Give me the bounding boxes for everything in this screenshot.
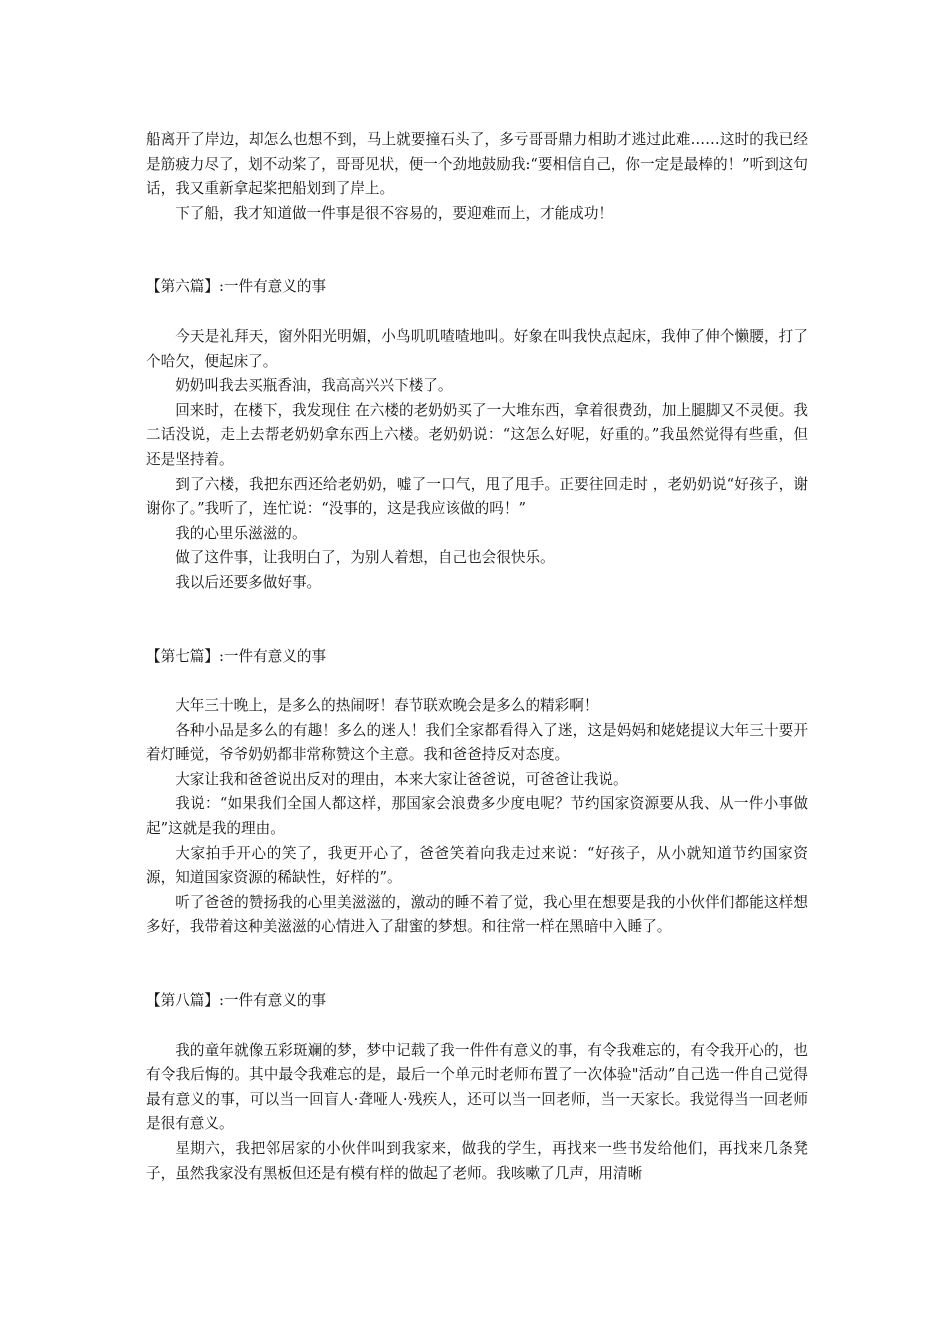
paragraph: 星期六，我把邻居家的小伙伴叫到我家来，做我的学生，再找来一些书发给他们，再找来几条凳子，虽然我家没有黑板但还是有模有样的做起了老师。我咳嗽了几声，用清晰 [146,1140,808,1182]
paragraph: 我说：“如果我们全国人都这样，那国家会浪费多少度电呢？节约国家资源要从我、从一件小事做起”这就是我的理由。 [146,795,808,838]
paragraph: 船离开了岸边，却怎么也想不到，马上就要撞石头了，多亏哥哥鼎力相助才逃过此难……这时的我已经是筋疲力尽了，划不动桨了，哥哥见状，便一个劲地鼓励我:“要相信自己，你一定是最棒的！”听到这句话，我又重新拿起桨把船划到了岸上。 [146,131,808,198]
paragraph: 大家让我和爸爸说出反对的理由，本来大家让爸爸说，可爸爸让我说。 [175,770,628,788]
paragraph: 到了六楼，我把东西还给老奶奶，嘘了一口气，甩了甩手。正要往回走时 ，老奶奶说“好孩子，谢谢你了。”我听了，连忙说：“没事的，这是我应该做的吗！” [146,475,808,518]
section-sixth [146,275,808,595]
paragraph: 回来时，在楼下，我发现住 在六楼的老奶奶买了一大堆东西，拿着很费劲，加上腿脚又不灵便。我二话没说，走上去帮老奶奶拿东西上六楼。老奶奶说：“这怎么好呢，好重的。”我虽然觉得有些重，但还是坚持着。 [146,401,808,468]
section-heading: 【第八篇】:一件有意义的事 [146,992,327,1010]
paragraph: 我的心里乐滋滋的。 [175,524,307,542]
paragraph: 听了爸爸的赞扬我的心里美滋滋的，激动的睡不着了觉，我心里在想要是我的小伙伴们都能这样想多好，我带着这种美滋滋的心情进入了甜蜜的梦想。和往常一样在黑暗中入睡了。 [146,893,808,936]
paragraph: 我的童年就像五彩斑斓的梦，梦中记载了我一件件有意义的事，有令我难忘的，有令我开心的，也有令我后悔的。其中最令我难忘的是，最后一个单元时老师布置了一次体验"活动”自己选一件自己觉得最有意义的事，可以当一回盲人·聋哑人·残疾人，还可以当一回老师，当一天家长。我觉得当一回老师是很有意义。 [146,1041,808,1133]
section-eighth [146,989,808,1186]
section-heading: 【第七篇】:一件有意义的事 [146,647,327,665]
section-heading: 【第六篇】:一件有意义的事 [146,278,327,296]
paragraph: 大家拍手开心的笑了，我更开心了，爸爸笑着向我走过来说：“好孩子，从小就知道节约国家资源，知道国家资源的稀缺性，好样的”。 [146,844,808,887]
paragraph: 下了船，我才知道做一件事是很不容易的，要迎难而上，才能成功！ [175,204,614,222]
paragraph: 奶奶叫我去买瓶香油，我高高兴兴下楼了。 [175,377,453,395]
paragraph: 做了这件事，让我明白了，为别人着想，自己也会很快乐。 [175,549,555,567]
section-continuation [146,128,808,226]
paragraph: 大年三十晚上，是多么的热闹呀！春节联欢晚会是多么的精彩啊！ [175,697,599,715]
paragraph: 我以后还要多做好事。 [175,573,322,591]
section-seventh [146,645,808,941]
paragraph: 今天是礼拜天，窗外阳光明媚，小鸟叽叽喳喳地叫。好象在叫我快点起床，我伸了伸个懒腰，打了个哈欠，便起床了。 [146,327,808,370]
paragraph: 各种小品是多么的有趣！多么的迷人！我们全家都看得入了迷，这是妈妈和姥姥提议大年三十要开着灯睡觉，爷爷奶奶都非常称赞这个主意。我和爸爸持反对态度。 [146,721,808,764]
document-page [146,128,808,1186]
